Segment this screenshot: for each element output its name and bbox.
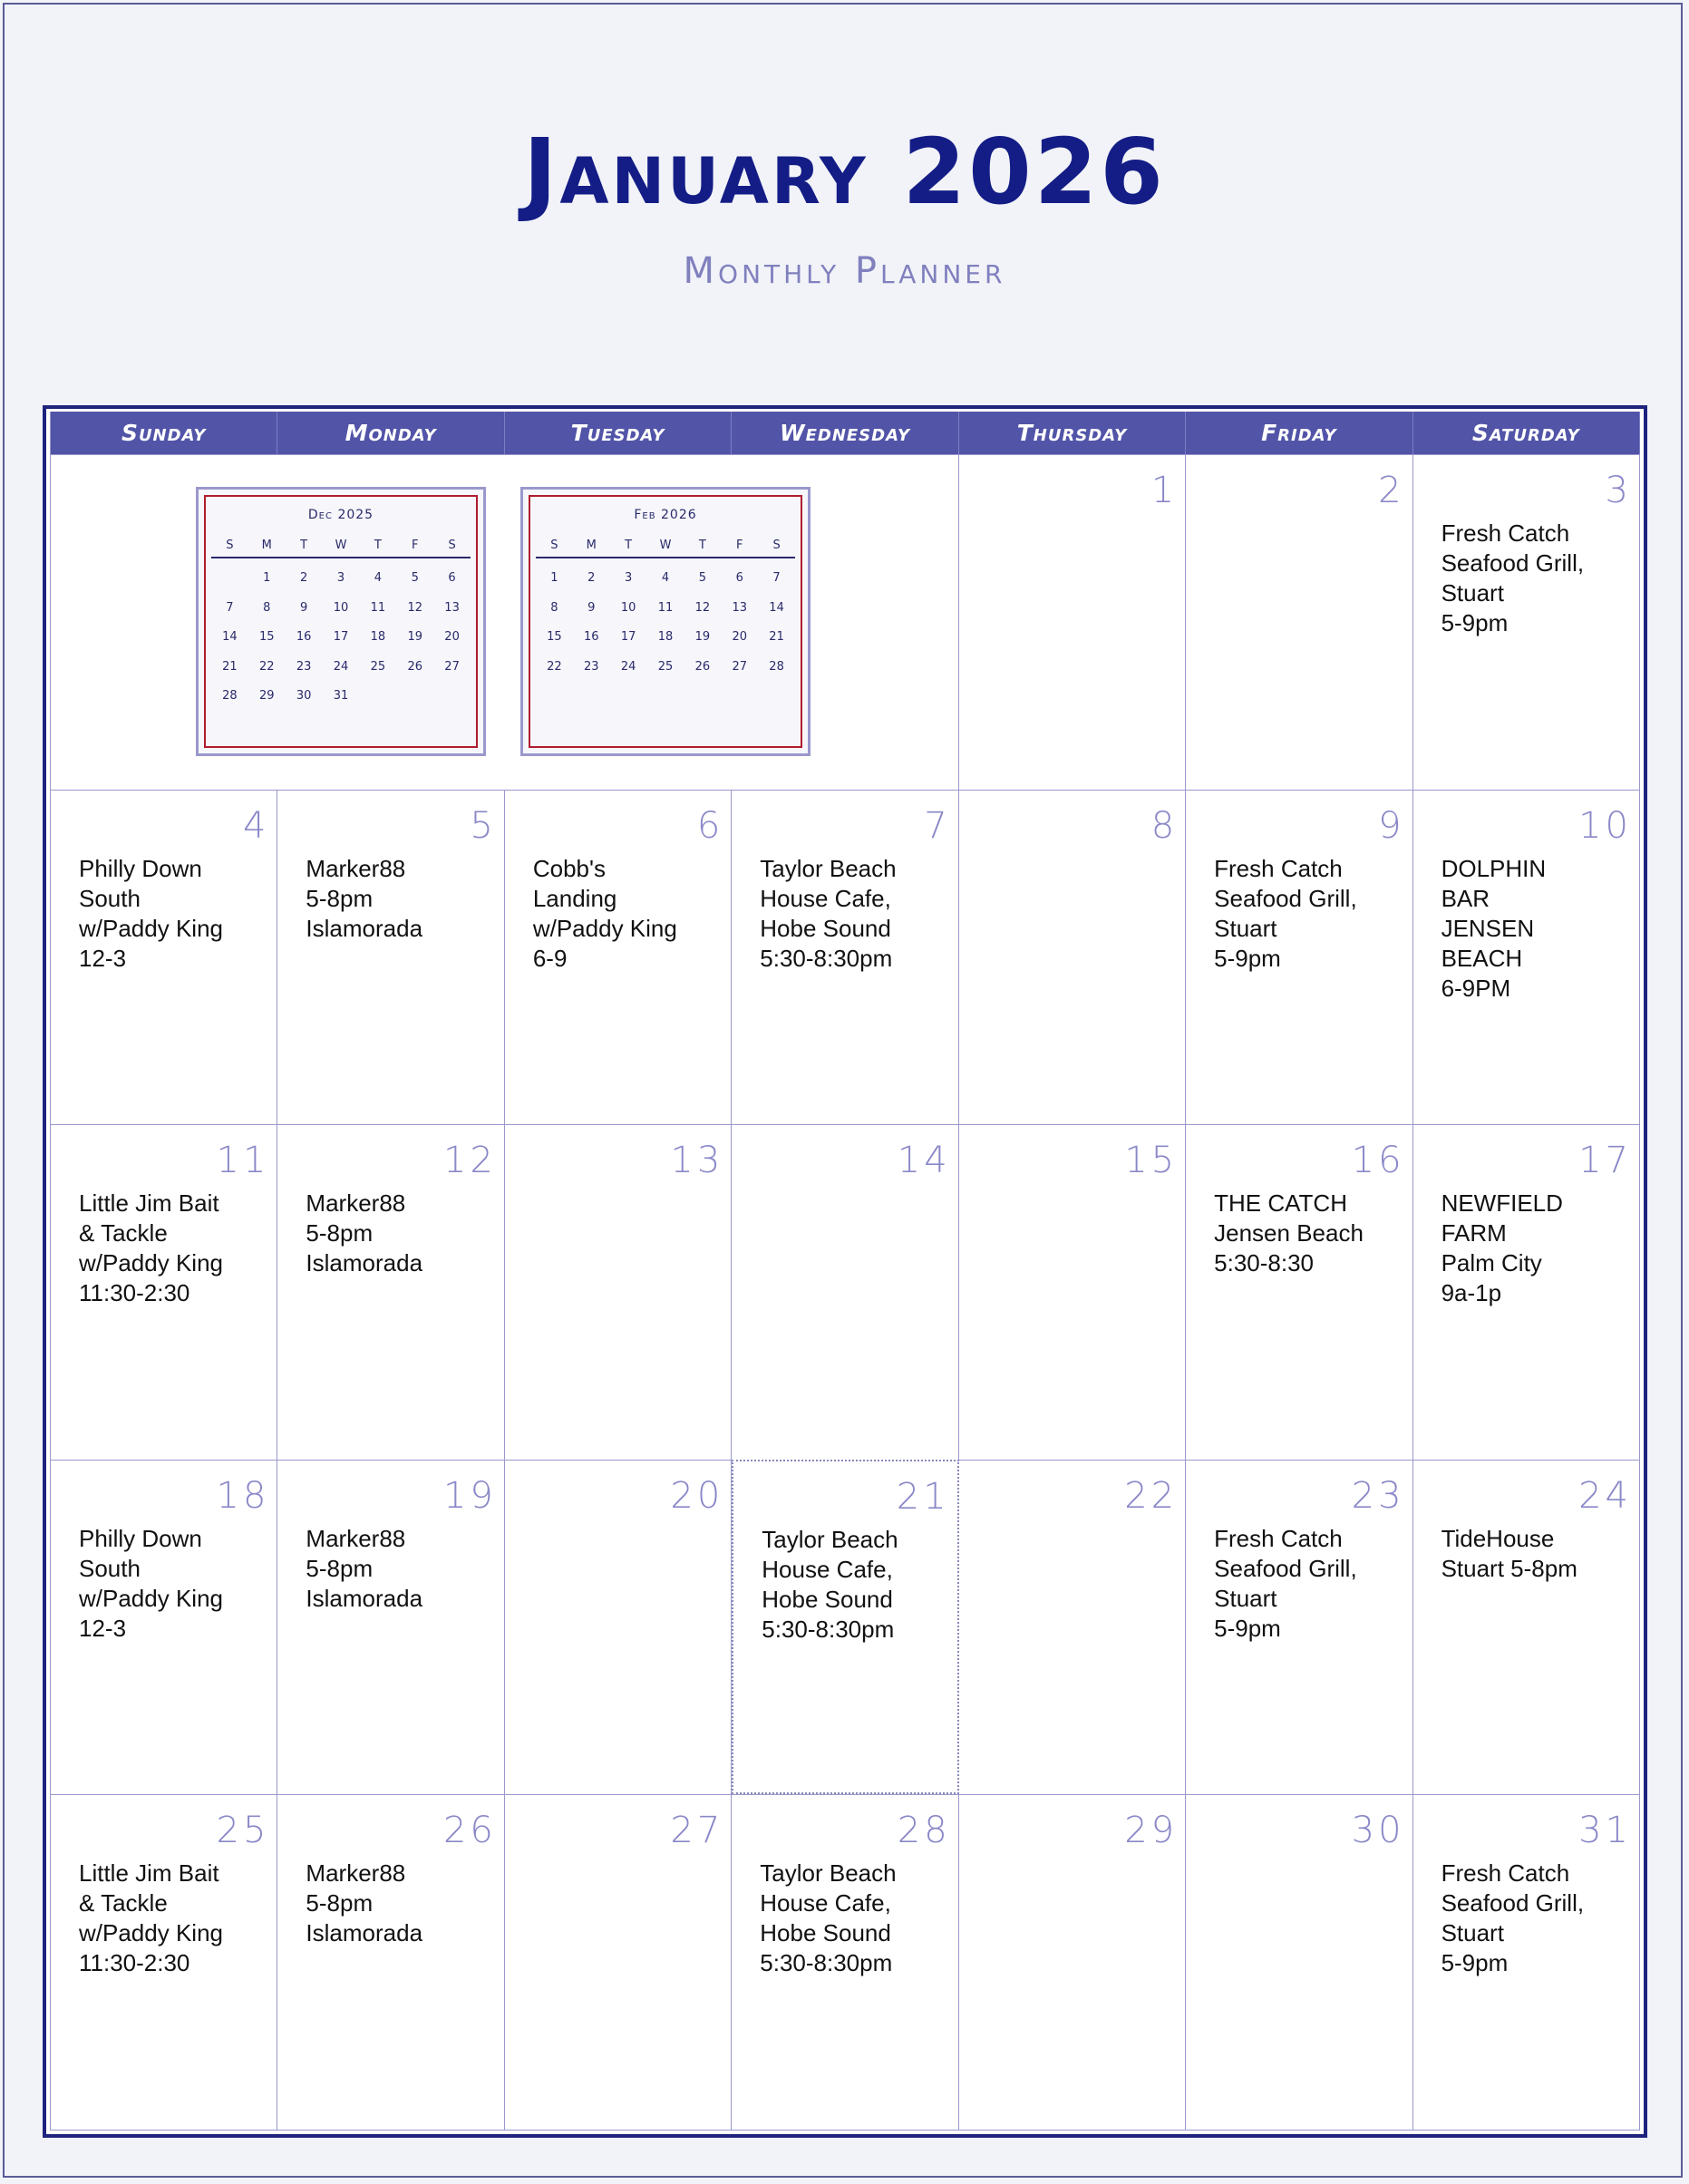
day-number: 31 xyxy=(1578,1810,1632,1852)
mini-day: 2 xyxy=(587,571,596,585)
weekday-header-saturday: Saturday xyxy=(1413,412,1640,454)
day-number: 22 xyxy=(1124,1474,1179,1517)
day-number: 29 xyxy=(1124,1810,1179,1852)
mini-day: 9 xyxy=(299,600,308,615)
mini-day: 23 xyxy=(584,659,599,674)
day-number: 10 xyxy=(1578,804,1632,847)
day-cell-2[interactable] xyxy=(1186,454,1412,790)
day-cell-15[interactable] xyxy=(959,1124,1186,1460)
mini-day-header: S xyxy=(758,535,795,558)
mini-day: 7 xyxy=(226,600,234,615)
day-number: 25 xyxy=(216,1810,270,1852)
mini-day: 18 xyxy=(370,630,386,644)
mini-day: 21 xyxy=(222,659,238,674)
mini-day-header: S xyxy=(211,535,248,558)
day-event: Fresh Catch Seafood Grill, Stuart 5-9pm xyxy=(1214,1524,1357,1642)
day-cell-25[interactable] xyxy=(51,1794,277,2130)
day-cell-29[interactable] xyxy=(959,1794,1186,2130)
page-title: January 2026 xyxy=(523,119,1166,225)
mini-day: 10 xyxy=(620,600,636,615)
mini-day: 31 xyxy=(333,689,349,703)
mini-day-header: W xyxy=(323,535,360,558)
day-cell-1[interactable] xyxy=(959,454,1186,790)
day-cell-24[interactable] xyxy=(1413,1460,1640,1795)
weekday-header-tuesday: Tuesday xyxy=(505,412,732,454)
mini-day: 19 xyxy=(407,630,422,644)
mini-day-header: T xyxy=(610,535,647,558)
mini-day: 22 xyxy=(547,659,562,674)
day-number: 26 xyxy=(442,1810,497,1852)
mini-day: 10 xyxy=(333,600,349,615)
mini-day: 9 xyxy=(587,600,596,615)
calendar-grid xyxy=(50,412,1640,2131)
mini-day: 1 xyxy=(263,571,271,585)
day-number: 23 xyxy=(1351,1474,1405,1517)
day-event: Little Jim Bait & Tackle w/Paddy King 11:30-2:30 xyxy=(79,1189,223,1307)
mini-calendar-area xyxy=(51,454,959,790)
mini-day: 28 xyxy=(769,659,784,674)
day-cell-8[interactable] xyxy=(959,790,1186,1125)
day-event: TideHouse Stuart 5-8pm xyxy=(1441,1524,1577,1582)
day-event: Fresh Catch Seafood Grill, Stuart 5-9pm xyxy=(1441,1859,1585,1977)
day-number: 13 xyxy=(670,1140,724,1182)
day-number: 15 xyxy=(1124,1140,1179,1182)
mini-calendar-days xyxy=(536,535,795,682)
day-number: 3 xyxy=(1605,470,1632,511)
mini-calendar-title: Dec 2025 xyxy=(307,508,374,522)
mini-day: 25 xyxy=(370,659,386,674)
mini-day: 27 xyxy=(444,659,460,674)
day-cell-11[interactable] xyxy=(51,1124,277,1460)
day-cell-19[interactable] xyxy=(277,1460,504,1795)
mini-day: 29 xyxy=(259,689,275,703)
day-cell-13[interactable] xyxy=(505,1124,732,1460)
weekday-header-thursday: Thursday xyxy=(959,412,1186,454)
day-cell-26[interactable] xyxy=(277,1794,504,2130)
day-cell-18[interactable] xyxy=(51,1460,277,1795)
day-cell-30[interactable] xyxy=(1186,1794,1412,2130)
mini-day: 15 xyxy=(547,630,562,644)
mini-day: 22 xyxy=(259,659,275,674)
mini-day: 28 xyxy=(222,689,238,703)
mini-day: 11 xyxy=(370,600,386,615)
weekday-header-wednesday: Wednesday xyxy=(732,412,958,454)
day-number: 12 xyxy=(442,1140,497,1182)
day-number: 1 xyxy=(1150,470,1179,511)
mini-day: 23 xyxy=(296,659,312,674)
day-cell-12[interactable] xyxy=(277,1124,504,1460)
day-cell-31[interactable] xyxy=(1413,1794,1640,2130)
mini-day: 16 xyxy=(584,630,599,644)
day-number: 18 xyxy=(216,1474,270,1517)
day-number: 11 xyxy=(216,1140,270,1182)
day-number: 21 xyxy=(896,1475,950,1518)
mini-day-header: T xyxy=(684,535,721,558)
mini-day: 20 xyxy=(732,630,747,644)
day-cell-17[interactable] xyxy=(1413,1124,1640,1460)
day-cell-28[interactable] xyxy=(732,1794,958,2130)
mini-day-header: W xyxy=(647,535,684,558)
day-event: Philly Down South w/Paddy King 12-3 xyxy=(79,854,223,972)
mini-day: 5 xyxy=(698,571,706,585)
mini-day-header: F xyxy=(721,535,758,558)
day-cell-7[interactable] xyxy=(732,790,958,1125)
day-number: 2 xyxy=(1378,470,1405,511)
mini-day: 26 xyxy=(407,659,422,674)
day-cell-14[interactable] xyxy=(732,1124,958,1460)
day-number: 27 xyxy=(670,1810,724,1852)
mini-day: 14 xyxy=(769,600,784,615)
mini-day: 3 xyxy=(624,571,633,585)
day-event: Marker88 5-8pm Islamorada xyxy=(306,1524,423,1612)
day-number: 6 xyxy=(696,804,724,847)
day-cell-16[interactable] xyxy=(1186,1124,1412,1460)
day-event: NEWFIELD FARM Palm City 9a-1p xyxy=(1441,1189,1563,1307)
day-event: Taylor Beach House Cafe, Hobe Sound 5:30-8:30pm xyxy=(760,854,897,972)
mini-day: 14 xyxy=(222,630,238,644)
day-event: Marker88 5-8pm Islamorada xyxy=(306,854,423,942)
mini-day-header: S xyxy=(433,535,471,558)
mini-day: 2 xyxy=(299,571,308,585)
mini-day: 24 xyxy=(620,659,636,674)
day-event: Fresh Catch Seafood Grill, Stuart 5-9pm xyxy=(1214,854,1357,972)
mini-calendar-prev xyxy=(196,487,486,756)
mini-day: 30 xyxy=(296,689,312,703)
mini-day: 13 xyxy=(444,600,460,615)
mini-day: 4 xyxy=(374,571,382,585)
day-number: 20 xyxy=(670,1474,724,1517)
mini-day-header: T xyxy=(359,535,396,558)
mini-day: 27 xyxy=(732,659,747,674)
mini-day: 24 xyxy=(333,659,349,674)
day-number: 16 xyxy=(1351,1140,1405,1182)
mini-day-header: S xyxy=(536,535,573,558)
day-cell-3[interactable] xyxy=(1413,454,1640,790)
day-number: 30 xyxy=(1351,1810,1405,1852)
mini-day: 13 xyxy=(732,600,747,615)
mini-day: 6 xyxy=(735,571,743,585)
day-number: 5 xyxy=(470,804,497,847)
mini-day-header: T xyxy=(286,535,323,558)
mini-day: 26 xyxy=(694,659,711,674)
mini-day: 7 xyxy=(772,571,781,585)
mini-day: 19 xyxy=(694,630,711,644)
day-number: 8 xyxy=(1150,804,1179,847)
day-event: Fresh Catch Seafood Grill, Stuart 5-9pm xyxy=(1441,519,1585,636)
mini-day: 4 xyxy=(661,571,670,585)
weekday-header-friday: Friday xyxy=(1186,412,1412,454)
day-cell-9[interactable] xyxy=(1186,790,1412,1125)
day-event: Taylor Beach House Cafe, Hobe Sound 5:30-8:30pm xyxy=(762,1525,898,1643)
mini-day: 16 xyxy=(296,630,312,644)
mini-day: 8 xyxy=(550,600,558,615)
mini-calendar-days xyxy=(211,535,471,712)
day-number: 9 xyxy=(1378,804,1405,847)
mini-calendar-next xyxy=(520,487,811,756)
mini-day: 1 xyxy=(550,571,558,585)
day-number: 7 xyxy=(924,804,951,847)
day-cell-20[interactable] xyxy=(505,1460,732,1795)
mini-day: 20 xyxy=(444,630,460,644)
mini-day: 17 xyxy=(620,630,636,644)
mini-day: 21 xyxy=(769,630,784,644)
mini-day: 5 xyxy=(411,571,419,585)
day-cell-10[interactable] xyxy=(1413,790,1640,1125)
mini-day: 18 xyxy=(657,630,674,644)
day-event: Marker88 5-8pm Islamorada xyxy=(306,1189,423,1277)
mini-day-header: M xyxy=(248,535,286,558)
day-number: 14 xyxy=(897,1140,951,1182)
day-number: 19 xyxy=(442,1474,497,1517)
day-cell-22[interactable] xyxy=(959,1460,1186,1795)
mini-day: 6 xyxy=(448,571,456,585)
day-number: 4 xyxy=(242,804,270,847)
day-event: THE CATCH Jensen Beach 5:30-8:30 xyxy=(1214,1189,1364,1277)
day-event: Cobb's Landing w/Paddy King 6-9 xyxy=(532,854,677,972)
day-cell-5[interactable] xyxy=(277,790,504,1125)
day-cell-4[interactable] xyxy=(51,790,277,1125)
mini-calendar-title: Feb 2026 xyxy=(634,508,697,522)
day-number: 28 xyxy=(897,1810,951,1852)
mini-day: 12 xyxy=(694,600,711,615)
mini-day: 12 xyxy=(407,600,422,615)
day-number: 24 xyxy=(1578,1474,1632,1517)
mini-day-header: F xyxy=(396,535,433,558)
weekday-header-monday: Monday xyxy=(277,412,504,454)
day-event: Taylor Beach House Cafe, Hobe Sound 5:30-8:30pm xyxy=(760,1859,897,1977)
page-subtitle: Monthly Planner xyxy=(683,250,1006,292)
weekday-header-sunday: Sunday xyxy=(51,412,277,454)
day-event: Philly Down South w/Paddy King 12-3 xyxy=(79,1524,223,1642)
day-cell-21[interactable] xyxy=(732,1460,958,1795)
day-event: Little Jim Bait & Tackle w/Paddy King 11:30-2:30 xyxy=(79,1859,223,1977)
mini-day: 8 xyxy=(263,600,271,615)
day-cell-23[interactable] xyxy=(1186,1460,1412,1795)
day-cell-27[interactable] xyxy=(505,1794,732,2130)
mini-day-header: M xyxy=(573,535,610,558)
mini-day: 17 xyxy=(333,630,349,644)
mini-day: 25 xyxy=(657,659,674,674)
day-number: 17 xyxy=(1578,1140,1632,1182)
mini-day-blank xyxy=(211,564,248,594)
day-event: Marker88 5-8pm Islamorada xyxy=(306,1859,423,1947)
mini-day: 3 xyxy=(336,571,345,585)
mini-day: 15 xyxy=(259,630,275,644)
day-cell-6[interactable] xyxy=(505,790,732,1125)
day-event: DOLPHIN BAR JENSEN BEACH 6-9PM xyxy=(1441,854,1547,1002)
mini-day: 11 xyxy=(657,600,674,615)
